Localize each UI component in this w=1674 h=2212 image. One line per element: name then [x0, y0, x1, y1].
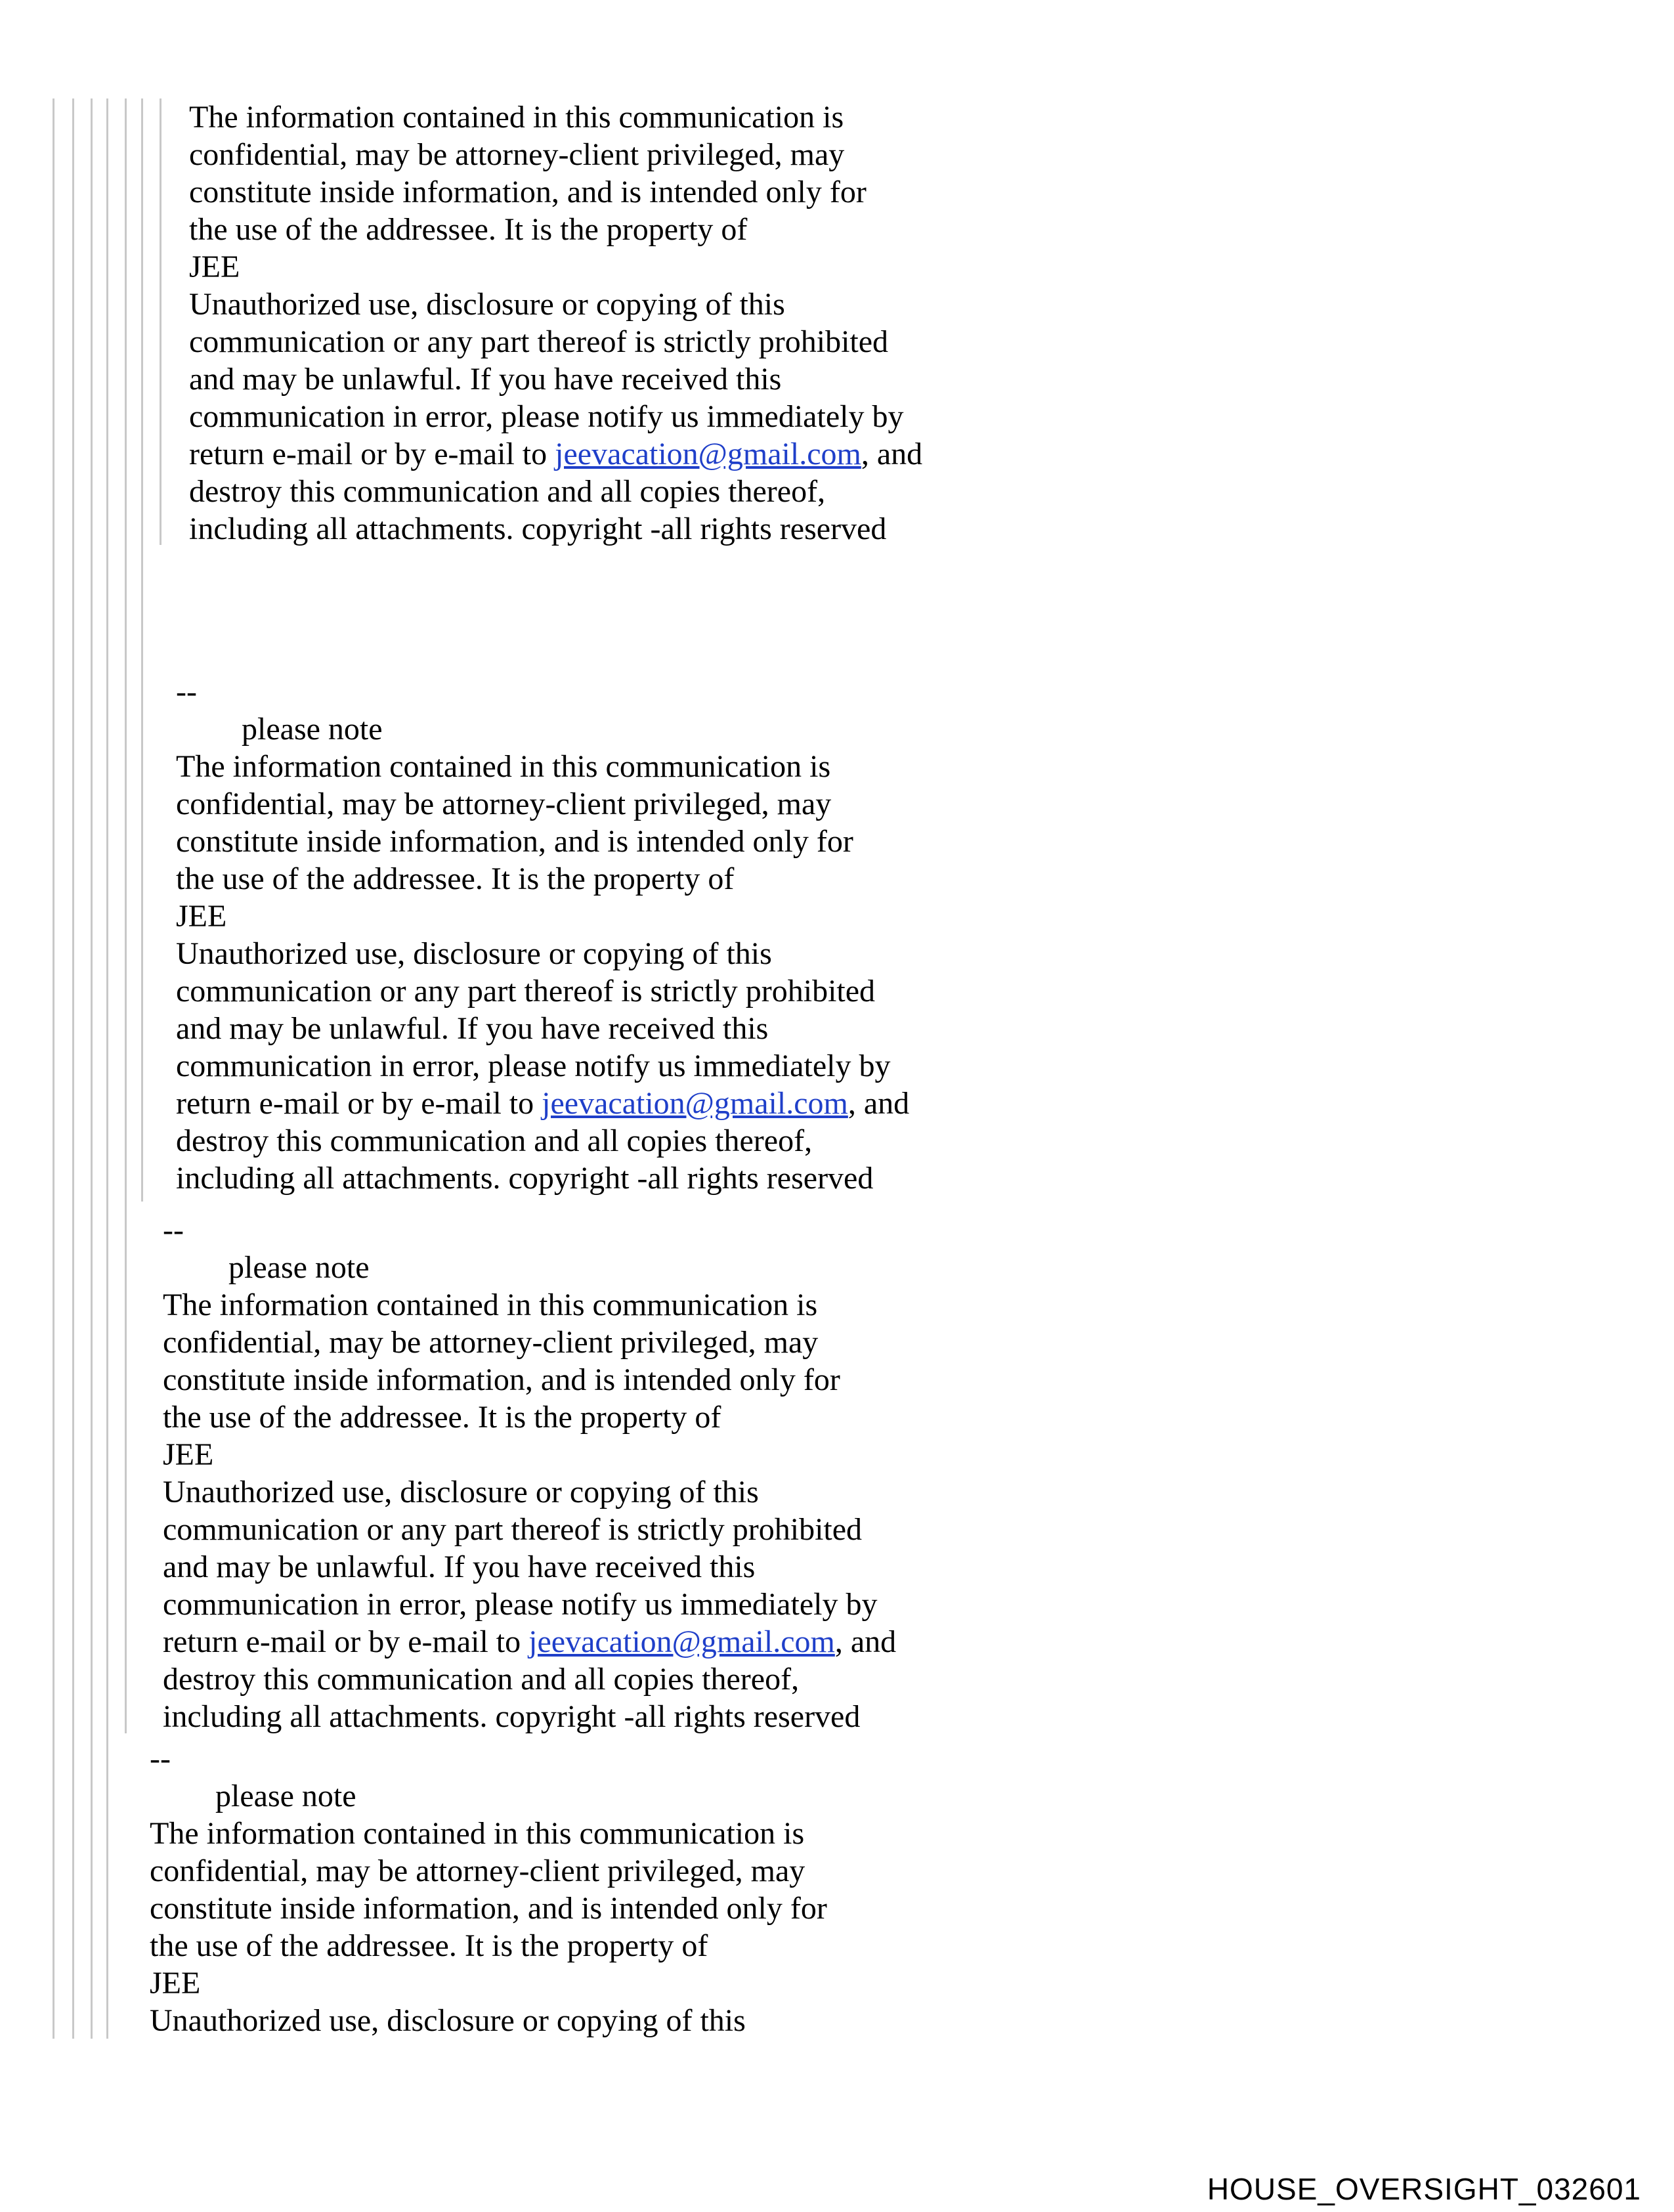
quote-bar [125, 98, 127, 1733]
document-id-footer: HOUSE_OVERSIGHT_032601 [1207, 2172, 1641, 2206]
disclaimer-line: the use of the addressee. It is the property of [189, 212, 748, 247]
email-prefix: return e-mail or by e-mail to [176, 1086, 542, 1121]
disclaimer-block-3 [163, 1211, 896, 1735]
disclaimer-line: confidential, may be attorney-client privileged, may [150, 1854, 805, 1888]
quote-bar [106, 98, 108, 2039]
email-prefix: return e-mail or by e-mail to [189, 437, 555, 471]
disclaimer-line: The information contained in this communication is [189, 100, 844, 135]
disclaimer-line: destroy this communication and all copies thereof, [189, 474, 826, 509]
please-note-label: please note [228, 1250, 370, 1285]
disclaimer-line: communication or any part thereof is strictly prohibited [163, 1512, 863, 1547]
email-suffix: , and [861, 437, 923, 471]
disclaimer-line: the use of the addressee. It is the property of [176, 861, 735, 896]
signature-separator: -- [176, 674, 197, 709]
disclaimer-line: destroy this communication and all copies thereof, [163, 1662, 800, 1697]
signature-separator: -- [163, 1213, 184, 1247]
disclaimer-line: constitute inside information, and is intended only for [189, 175, 867, 209]
email-link[interactable]: jeevacation@gmail.com [528, 1624, 835, 1659]
disclaimer-line: communication in error, please notify us immediately by [163, 1587, 878, 1622]
disclaimer-line: and may be unlawful. If you have received this [189, 362, 782, 397]
disclaimer-line: The information contained in this communication is [163, 1288, 818, 1322]
disclaimer-line: and may be unlawful. If you have received this [163, 1550, 756, 1584]
please-note-label: please note [242, 712, 383, 747]
disclaimer-line: Unauthorized use, disclosure or copying of this [189, 287, 785, 322]
disclaimer-line: JEE [176, 899, 227, 934]
disclaimer-line: confidential, may be attorney-client privileged, may [189, 137, 845, 172]
disclaimer-line: JEE [189, 249, 240, 284]
disclaimer-line: Unauthorized use, disclosure or copying of this [150, 2003, 746, 2038]
disclaimer-line: communication in error, please notify us immediately by [189, 399, 904, 434]
disclaimer-block-2 [176, 673, 909, 1197]
disclaimer-line: the use of the addressee. It is the property of [150, 1928, 708, 1963]
quote-bar [72, 98, 74, 2039]
please-note-label: please note [215, 1779, 356, 1813]
disclaimer-line: Unauthorized use, disclosure or copying of this [163, 1475, 759, 1509]
disclaimer-line: confidential, may be attorney-client privileged, may [163, 1325, 819, 1360]
email-prefix: return e-mail or by e-mail to [163, 1624, 529, 1659]
disclaimer-line: including all attachments. copyright -all rights reserved [163, 1699, 861, 1734]
disclaimer-line: and may be unlawful. If you have received this [176, 1011, 769, 1046]
disclaimer-line: destroy this communication and all copies thereof, [176, 1123, 813, 1158]
disclaimer-line: JEE [150, 1966, 201, 2001]
disclaimer-line: The information contained in this communication is [176, 749, 831, 784]
disclaimer-line: constitute inside information, and is intended only for [176, 824, 853, 859]
disclaimer-line: JEE [163, 1437, 214, 1472]
disclaimer-line: Unauthorized use, disclosure or copying of this [176, 936, 772, 971]
disclaimer-line: constitute inside information, and is intended only for [150, 1891, 827, 1926]
disclaimer-block-4 [150, 1740, 827, 2039]
disclaimer-block-1 [189, 98, 922, 548]
email-line [176, 1085, 909, 1122]
disclaimer-line: communication or any part thereof is strictly prohibited [189, 324, 889, 359]
signature-separator: -- [150, 1741, 171, 1776]
quote-bar [141, 98, 143, 1202]
quote-bar [91, 98, 93, 2039]
disclaimer-line: The information contained in this communication is [150, 1816, 805, 1851]
email-suffix: , and [848, 1086, 910, 1121]
email-link[interactable]: jeevacation@gmail.com [555, 437, 861, 471]
disclaimer-line: communication in error, please notify us immediately by [176, 1049, 891, 1083]
email-line [163, 1623, 896, 1660]
email-line [189, 435, 922, 473]
disclaimer-line: the use of the addressee. It is the property of [163, 1400, 721, 1435]
quote-bar [53, 98, 54, 2039]
disclaimer-line: including all attachments. copyright -all rights reserved [176, 1161, 874, 1196]
disclaimer-line: communication or any part thereof is strictly prohibited [176, 974, 876, 1008]
quote-bar [160, 98, 161, 545]
disclaimer-line: including all attachments. copyright -all rights reserved [189, 511, 887, 546]
email-suffix: , and [834, 1624, 897, 1659]
disclaimer-line: confidential, may be attorney-client privileged, may [176, 787, 832, 821]
email-link[interactable]: jeevacation@gmail.com [542, 1086, 848, 1121]
disclaimer-line: constitute inside information, and is intended only for [163, 1362, 840, 1397]
